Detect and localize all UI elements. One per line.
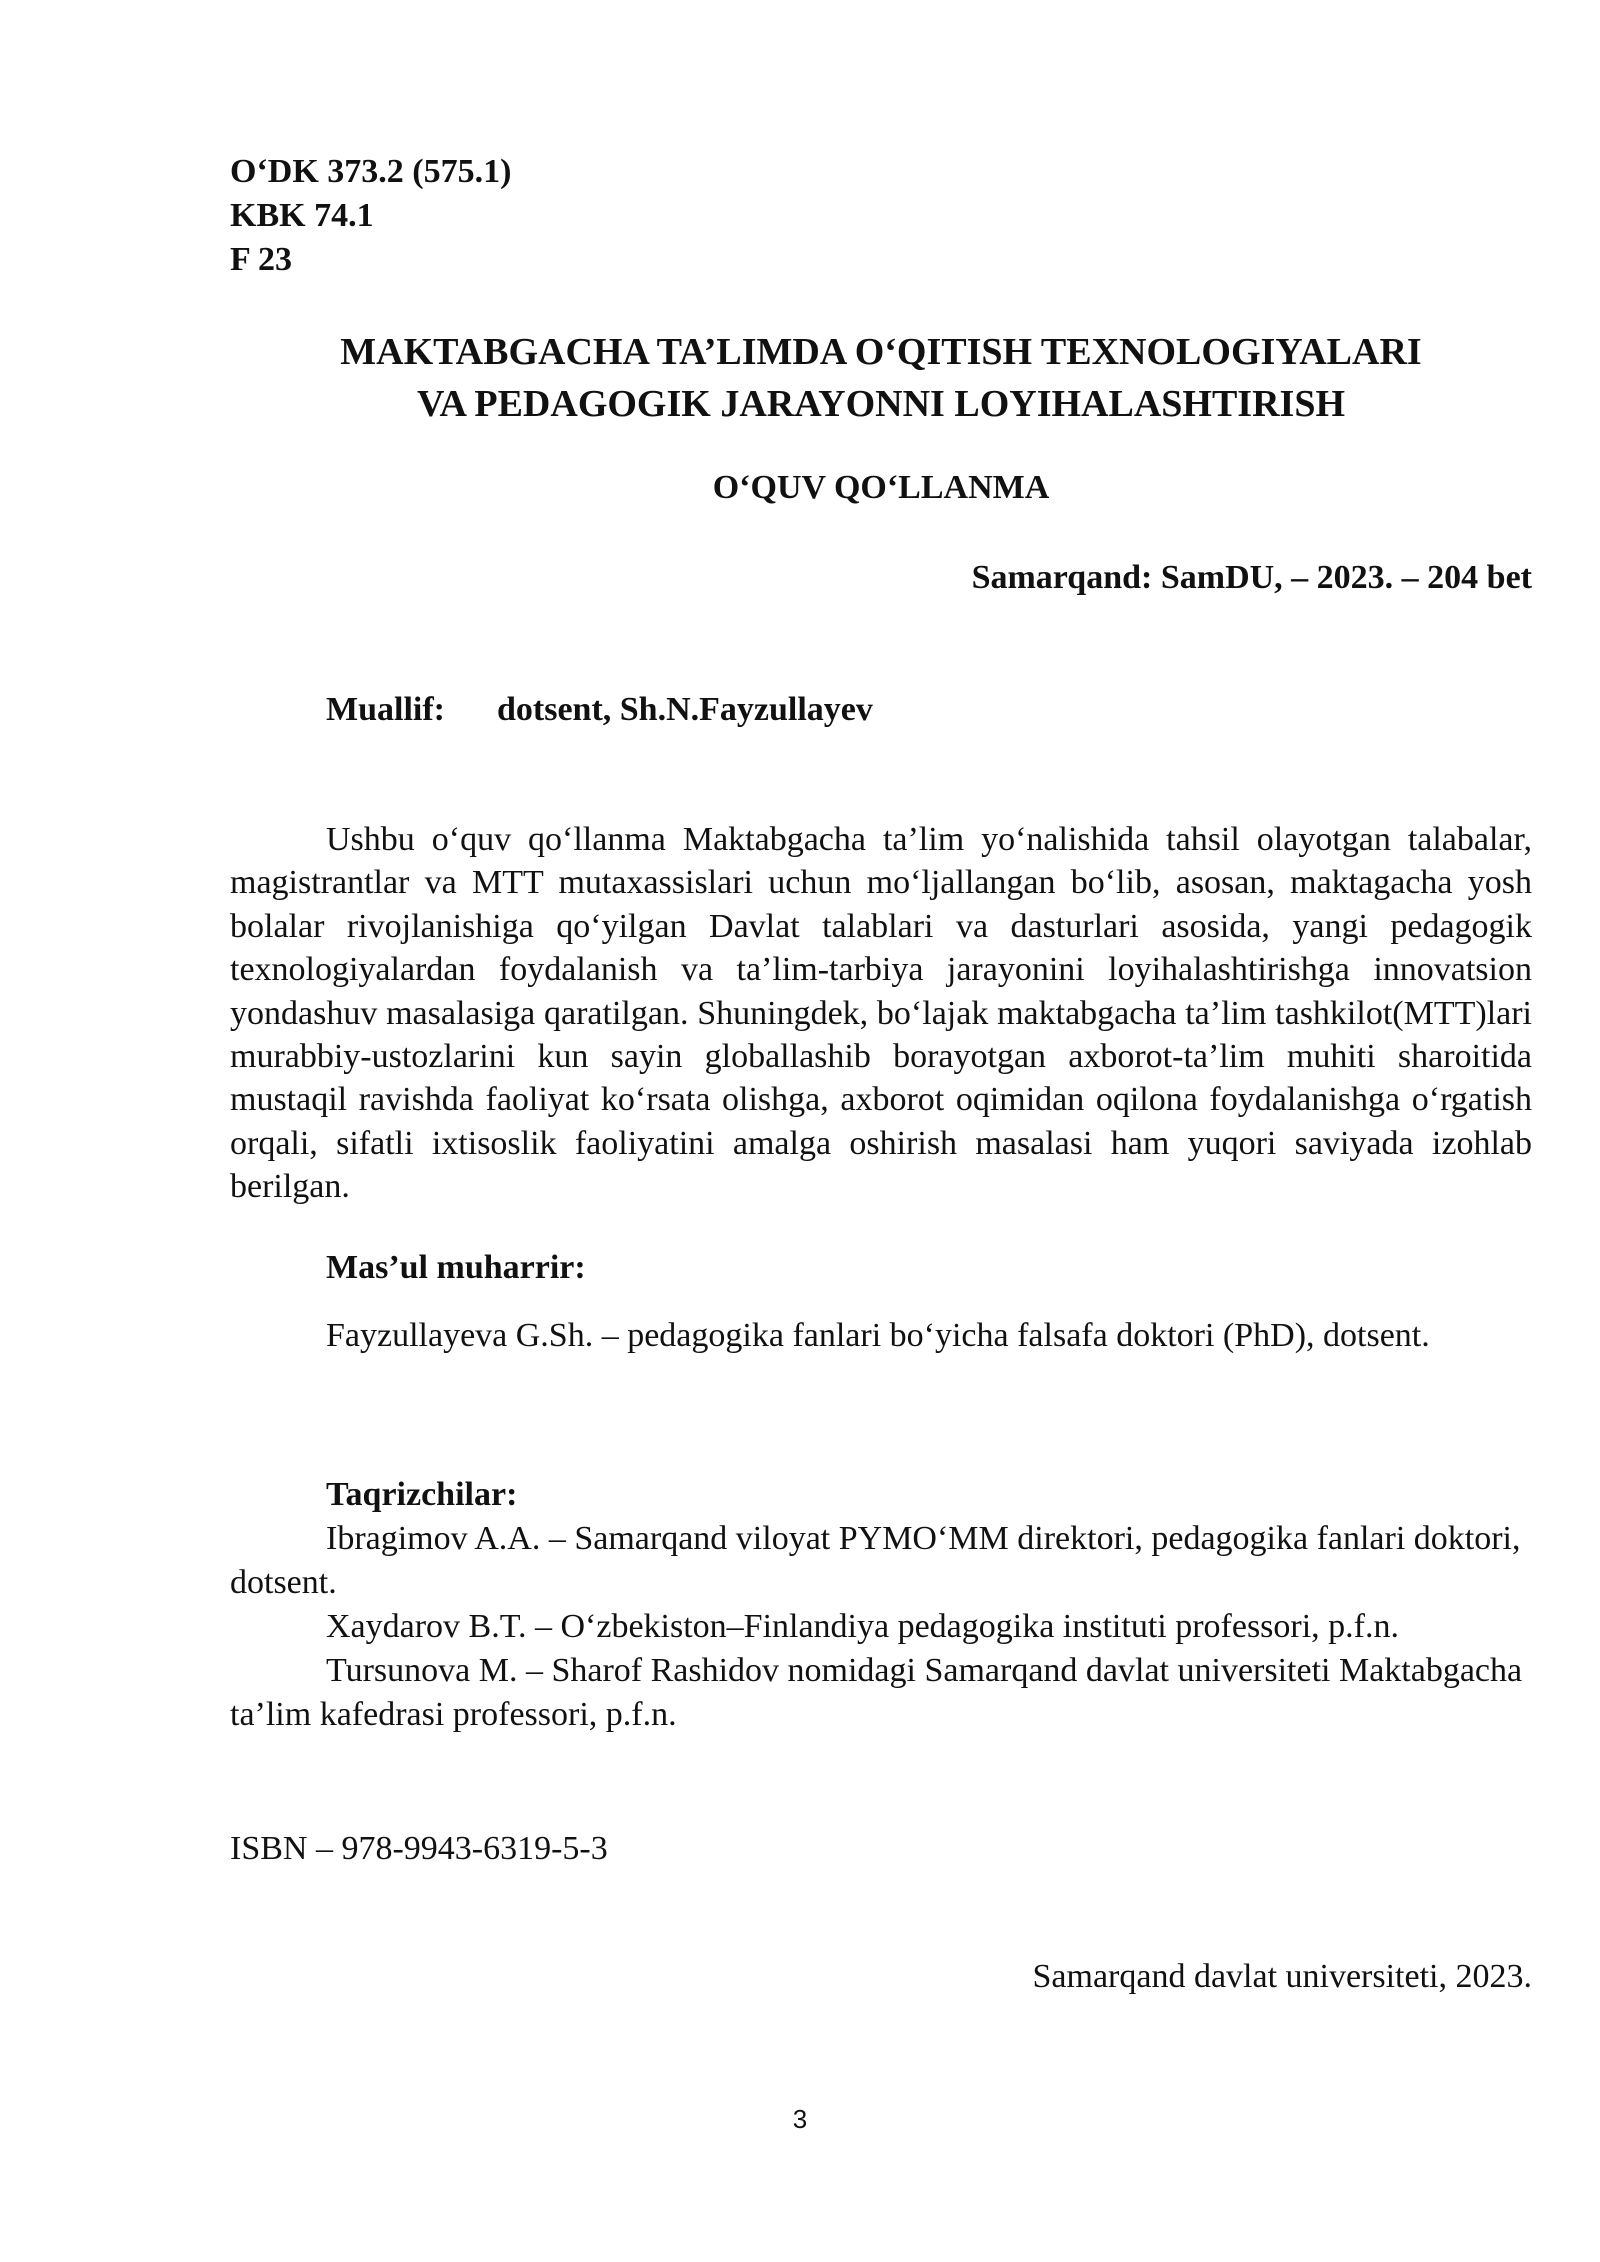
document-subtitle: O‘QUV QO‘LLANMA xyxy=(712,469,1050,506)
author-label: Muallif: xyxy=(326,691,445,728)
author-name: dotsent, Sh.N.Fayzullayev xyxy=(496,691,873,728)
page-number: 3 xyxy=(792,2104,808,2134)
author-line xyxy=(326,688,873,732)
title-line-1: MAKTABGACHA TA’LIMDA O‘QITISH TEXNOLOGIYALARI xyxy=(340,331,1422,373)
footer-university: Samarqand davlat universiteti, 2023. xyxy=(1032,1958,1532,1995)
reviewer-item: Tursunova M. – Sharof Rashidov nomidagi Samarqand davlat universiteti Maktabgacha ta’lim kafedrasi professori, p.f.n. xyxy=(230,1652,1523,1733)
reviewers-heading: Taqrizchilar: xyxy=(326,1476,518,1513)
classification-block xyxy=(230,150,511,282)
document-title xyxy=(230,326,1532,430)
title-line-2: VA PEDAGOGIK JARAYONNI LOYIHALASHTIRISH xyxy=(416,383,1346,425)
kbk-code: KBK 74.1 xyxy=(230,197,374,234)
isbn: ISBN – 978-9943-6319-5-3 xyxy=(230,1830,608,1867)
reviewer-item: Ibragimov A.A. – Samarqand viloyat PYMO‘MM direktori, pedagogika fanlari doktori, dotsent. xyxy=(230,1520,1521,1601)
abstract-paragraph: Ushbu o‘quv qo‘llanma Maktabgacha ta’lim yo‘nalishida tahsil olayotgan talabalar, magistrantlar va MTT mutaxassislari uchun mo‘ljallangan bo‘lib, asosan, maktagacha yosh bolalar rivojlanishiga qo‘yilgan Davlat talablari va dasturlari asosida, yangi pedagogik texnologiyalardan foydalanish va ta’lim-tarbiya jarayonini loyihalashtirishga innovatsion yondashuv masalasiga qaratilgan. Shuningdek, bo‘lajak maktabgacha ta’lim tashkilot(MTT)lari murabbiy-ustozlarini kun sayin globallashib borayotgan axborot-ta’lim muhiti sharoitida mustaqil ravishda faoliyat ko‘rsata olishga, axborot oqimidan oqilona foydalanishga o‘rgatish orqali, sifatli ixtisoslik faoliyatini amalga oshirish masalasi ham yuqori saviyada izohlab berilgan. xyxy=(230,821,1532,1206)
author-sign-code: F 23 xyxy=(230,241,293,278)
reviewer-item: Xaydarov B.T. – O‘zbekiston–Finlandiya pedagogika instituti professori, p.f.n. xyxy=(326,1608,1400,1645)
editor-heading: Mas’ul muharrir: xyxy=(326,1249,586,1286)
editor-text: Fayzullayeva G.Sh. – pedagogika fanlari bo‘yicha falsafa doktori (PhD), dotsent. xyxy=(326,1317,1430,1354)
publication-info: Samarqand: SamDU, – 2023. – 204 bet xyxy=(971,559,1532,596)
udk-code: O‘DK 373.2 (575.1) xyxy=(230,153,512,190)
